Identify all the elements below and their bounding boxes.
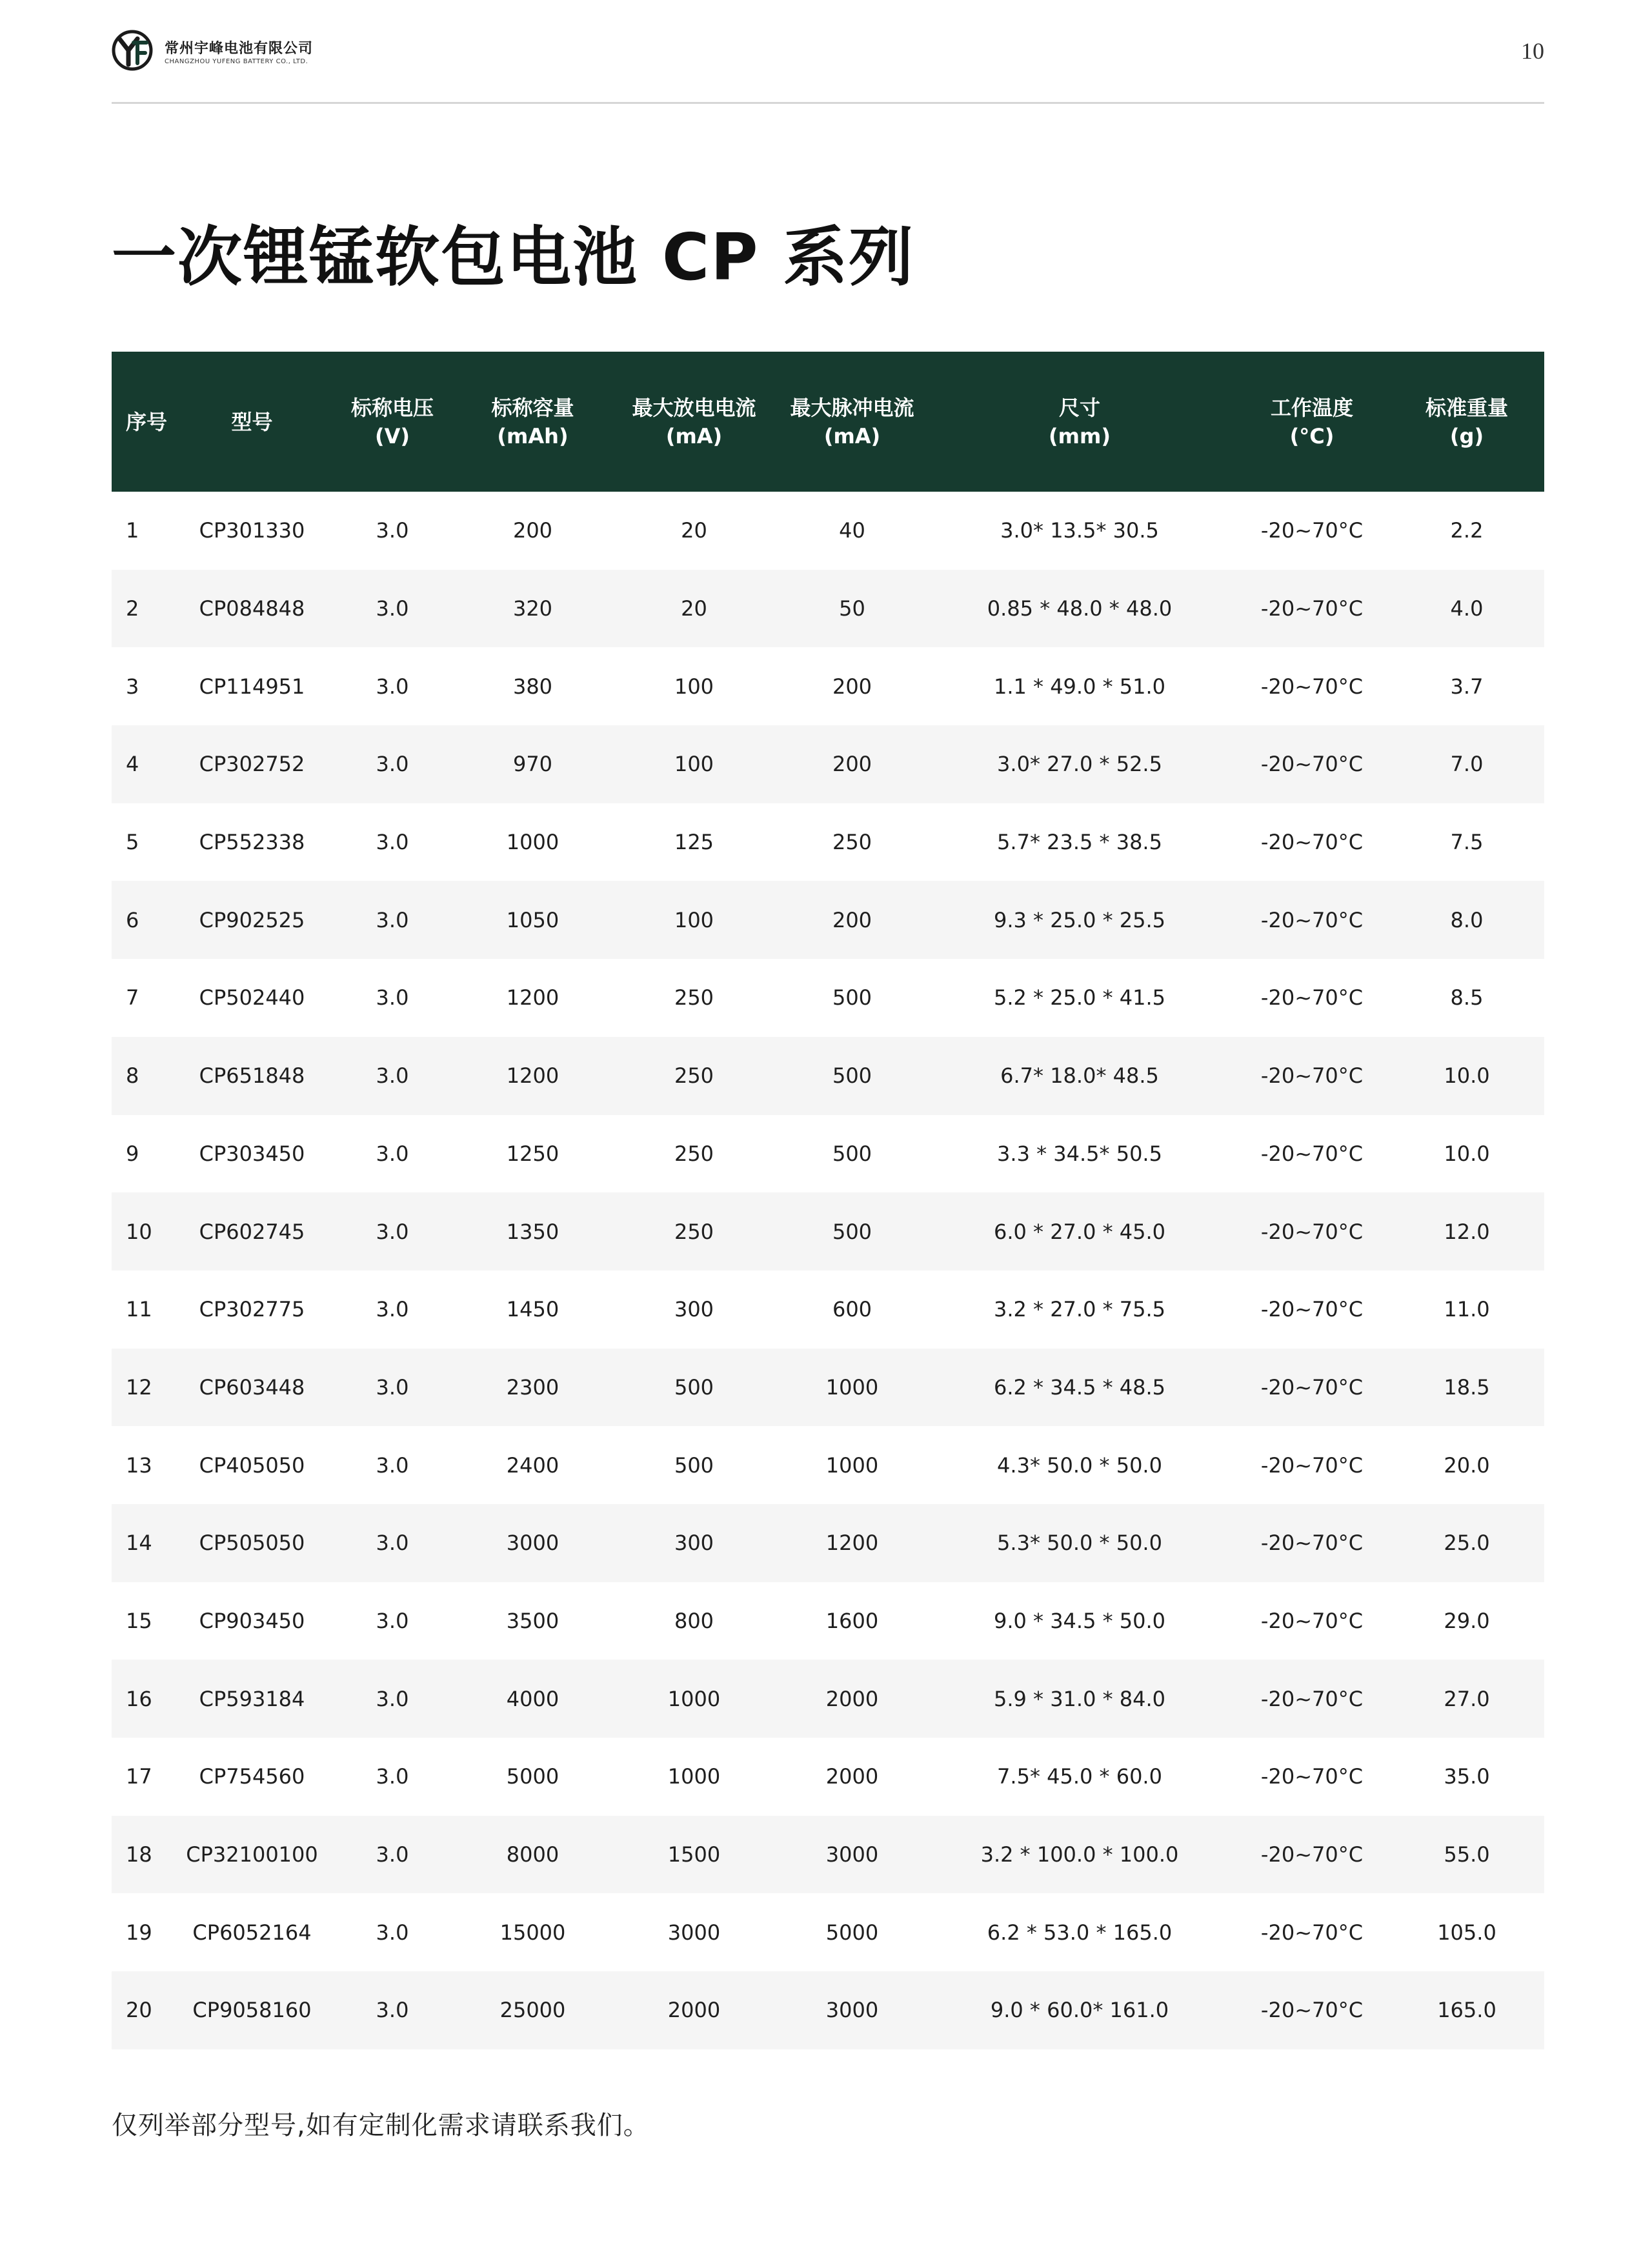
cell-dimensions: 6.0 * 27.0 * 45.0 bbox=[993, 1219, 1166, 1244]
cell-index: 12 bbox=[126, 1374, 152, 1400]
cell-max-discharge: 300 bbox=[674, 1531, 714, 1556]
cell-capacity: 1000 bbox=[506, 830, 559, 855]
column-unit: (°C) bbox=[1289, 423, 1335, 448]
cell-max-pulse: 50 bbox=[839, 596, 865, 621]
cell-max-pulse: 2000 bbox=[825, 1764, 879, 1789]
table-body bbox=[112, 492, 1544, 2049]
cell-max-discharge: 100 bbox=[674, 674, 714, 699]
cell-weight: 12.0 bbox=[1444, 1219, 1490, 1244]
table-row bbox=[112, 881, 1544, 959]
cell-index: 15 bbox=[126, 1608, 152, 1633]
column-header bbox=[176, 352, 328, 492]
cell-max-discharge: 20 bbox=[681, 518, 707, 543]
cell-weight: 10.0 bbox=[1444, 1141, 1490, 1166]
cell-capacity: 4000 bbox=[506, 1686, 559, 1711]
cell-weight: 8.5 bbox=[1450, 985, 1484, 1010]
column-unit: (mm) bbox=[1049, 423, 1111, 448]
cell-voltage: 3.0 bbox=[376, 1764, 409, 1789]
cell-dimensions: 6.2 * 53.0 * 165.0 bbox=[987, 1920, 1173, 1945]
cell-weight: 25.0 bbox=[1444, 1531, 1490, 1556]
cell-voltage: 3.0 bbox=[376, 1063, 409, 1089]
cell-max-discharge: 3000 bbox=[667, 1920, 721, 1945]
cell-dimensions: 1.1 * 49.0 * 51.0 bbox=[993, 674, 1166, 699]
cell-max-pulse: 5000 bbox=[825, 1920, 879, 1945]
cell-max-pulse: 600 bbox=[832, 1297, 872, 1322]
company-logo bbox=[112, 26, 153, 75]
cell-max-discharge: 500 bbox=[674, 1374, 714, 1400]
table-row bbox=[112, 1349, 1544, 1427]
cell-max-pulse: 200 bbox=[832, 674, 872, 699]
cell-dimensions: 3.3 * 34.5* 50.5 bbox=[997, 1141, 1162, 1166]
cell-capacity: 8000 bbox=[506, 1842, 559, 1867]
column-header bbox=[457, 352, 609, 492]
column-header bbox=[1234, 352, 1389, 492]
table-row bbox=[112, 1660, 1544, 1738]
cell-weight: 4.0 bbox=[1450, 596, 1484, 621]
cell-model: CP405050 bbox=[199, 1452, 305, 1478]
cell-voltage: 3.0 bbox=[376, 752, 409, 777]
cell-model: CP303450 bbox=[199, 1141, 305, 1166]
cell-temperature: -20~70°C bbox=[1260, 1998, 1364, 2023]
cell-max-discharge: 250 bbox=[674, 985, 714, 1010]
cell-index: 16 bbox=[126, 1686, 152, 1711]
cell-weight: 8.0 bbox=[1450, 907, 1484, 932]
column-label: 最大脉冲电流 bbox=[790, 395, 914, 420]
cell-max-pulse: 3000 bbox=[825, 1842, 879, 1867]
cell-model: CP114951 bbox=[199, 674, 305, 699]
page-header bbox=[112, 23, 1544, 105]
page-number: 10 bbox=[1521, 38, 1544, 64]
table-row bbox=[112, 725, 1544, 803]
table-row bbox=[112, 1738, 1544, 1816]
cell-dimensions: 6.2 * 34.5 * 48.5 bbox=[993, 1374, 1166, 1400]
cell-dimensions: 3.0* 27.0 * 52.5 bbox=[997, 752, 1162, 777]
cell-index: 17 bbox=[126, 1764, 152, 1789]
cell-temperature: -20~70°C bbox=[1260, 518, 1364, 543]
table-row bbox=[112, 1115, 1544, 1193]
cell-model: CP593184 bbox=[199, 1686, 305, 1711]
cell-temperature: -20~70°C bbox=[1260, 1608, 1364, 1633]
cell-temperature: -20~70°C bbox=[1260, 907, 1364, 932]
cell-model: CP301330 bbox=[199, 518, 305, 543]
cell-dimensions: 5.9 * 31.0 * 84.0 bbox=[993, 1686, 1166, 1711]
cell-voltage: 3.0 bbox=[376, 518, 409, 543]
cell-max-discharge: 2000 bbox=[667, 1998, 721, 2023]
cell-dimensions: 3.2 * 27.0 * 75.5 bbox=[993, 1297, 1166, 1322]
cell-index: 2 bbox=[126, 596, 139, 621]
cell-voltage: 3.0 bbox=[376, 1297, 409, 1322]
cell-index: 14 bbox=[126, 1531, 152, 1556]
cell-capacity: 380 bbox=[512, 674, 553, 699]
cell-max-discharge: 250 bbox=[674, 1141, 714, 1166]
cell-capacity: 1350 bbox=[506, 1219, 559, 1244]
cell-voltage: 3.0 bbox=[376, 1219, 409, 1244]
table-row bbox=[112, 570, 1544, 648]
cell-index: 10 bbox=[126, 1219, 152, 1244]
table-row bbox=[112, 1893, 1544, 1971]
cell-temperature: -20~70°C bbox=[1260, 1219, 1364, 1244]
cell-index: 6 bbox=[126, 907, 139, 932]
table-row bbox=[112, 1582, 1544, 1660]
cell-weight: 165.0 bbox=[1437, 1998, 1496, 2023]
cell-max-pulse: 1000 bbox=[825, 1374, 879, 1400]
company-name-cn: 常州宇峰电池有限公司 bbox=[165, 41, 314, 57]
cell-index: 5 bbox=[126, 830, 139, 855]
cell-max-pulse: 200 bbox=[832, 752, 872, 777]
cell-weight: 18.5 bbox=[1444, 1374, 1490, 1400]
column-label: 尺寸 bbox=[1058, 395, 1100, 420]
cell-max-discharge: 100 bbox=[674, 752, 714, 777]
cell-temperature: -20~70°C bbox=[1260, 752, 1364, 777]
cell-voltage: 3.0 bbox=[376, 985, 409, 1010]
cell-model: CP552338 bbox=[199, 830, 305, 855]
cell-dimensions: 9.3 * 25.0 * 25.5 bbox=[993, 907, 1166, 932]
company-name-en: CHANGZHOU YUFENG BATTERY CO., LTD. bbox=[165, 58, 308, 65]
cell-index: 1 bbox=[126, 518, 139, 543]
cell-model: CP502440 bbox=[199, 985, 305, 1010]
cell-weight: 11.0 bbox=[1444, 1297, 1490, 1322]
cell-capacity: 970 bbox=[512, 752, 553, 777]
column-unit: (mAh) bbox=[497, 423, 569, 448]
cell-model: CP603448 bbox=[199, 1374, 305, 1400]
cell-capacity: 320 bbox=[512, 596, 553, 621]
cell-capacity: 1200 bbox=[506, 1063, 559, 1089]
cell-weight: 55.0 bbox=[1444, 1842, 1490, 1867]
cell-capacity: 3000 bbox=[506, 1531, 559, 1556]
cell-capacity: 1200 bbox=[506, 985, 559, 1010]
battery-spec-table bbox=[112, 352, 1544, 2049]
cell-model: CP754560 bbox=[199, 1764, 305, 1789]
cell-temperature: -20~70°C bbox=[1260, 830, 1364, 855]
cell-temperature: -20~70°C bbox=[1260, 1374, 1364, 1400]
table-row bbox=[112, 647, 1544, 725]
cell-weight: 7.0 bbox=[1450, 752, 1484, 777]
cell-max-pulse: 200 bbox=[832, 907, 872, 932]
cell-weight: 27.0 bbox=[1444, 1686, 1490, 1711]
cell-voltage: 3.0 bbox=[376, 907, 409, 932]
table-row bbox=[112, 1271, 1544, 1349]
cell-model: CP651848 bbox=[199, 1063, 305, 1089]
cell-voltage: 3.0 bbox=[376, 1686, 409, 1711]
cell-voltage: 3.0 bbox=[376, 830, 409, 855]
cell-max-discharge: 300 bbox=[674, 1297, 714, 1322]
cell-model: CP903450 bbox=[199, 1608, 305, 1633]
cell-max-pulse: 3000 bbox=[825, 1998, 879, 2023]
cell-max-discharge: 250 bbox=[674, 1063, 714, 1089]
cell-max-pulse: 1000 bbox=[825, 1452, 879, 1478]
cell-capacity: 2400 bbox=[506, 1452, 559, 1478]
cell-index: 11 bbox=[126, 1297, 152, 1322]
cell-max-pulse: 500 bbox=[832, 1063, 872, 1089]
cell-temperature: -20~70°C bbox=[1260, 985, 1364, 1010]
cell-max-discharge: 1000 bbox=[667, 1686, 721, 1711]
cell-model: CP602745 bbox=[199, 1219, 305, 1244]
cell-capacity: 2300 bbox=[506, 1374, 559, 1400]
table-row bbox=[112, 1971, 1544, 2049]
cell-max-pulse: 500 bbox=[832, 985, 872, 1010]
cell-index: 4 bbox=[126, 752, 139, 777]
cell-weight: 2.2 bbox=[1450, 518, 1484, 543]
cell-max-discharge: 500 bbox=[674, 1452, 714, 1478]
cell-temperature: -20~70°C bbox=[1260, 1686, 1364, 1711]
column-header bbox=[1389, 352, 1544, 492]
cell-dimensions: 3.0* 13.5* 30.5 bbox=[1000, 518, 1159, 543]
cell-voltage: 3.0 bbox=[376, 1531, 409, 1556]
column-unit: (g) bbox=[1449, 423, 1484, 448]
cell-index: 13 bbox=[126, 1452, 152, 1478]
cell-max-discharge: 250 bbox=[674, 1219, 714, 1244]
cell-dimensions: 0.85 * 48.0 * 48.0 bbox=[987, 596, 1173, 621]
table-row bbox=[112, 803, 1544, 881]
cell-voltage: 3.0 bbox=[376, 1920, 409, 1945]
cell-max-pulse: 500 bbox=[832, 1219, 872, 1244]
cell-model: CP9058160 bbox=[192, 1998, 312, 2023]
cell-index: 3 bbox=[126, 674, 139, 699]
cell-capacity: 1050 bbox=[506, 907, 559, 932]
cell-weight: 29.0 bbox=[1444, 1608, 1490, 1633]
column-label: 型号 bbox=[231, 409, 273, 434]
column-header bbox=[112, 352, 176, 492]
cell-capacity: 1450 bbox=[506, 1297, 559, 1322]
cell-index: 19 bbox=[126, 1920, 152, 1945]
cell-capacity: 5000 bbox=[506, 1764, 559, 1789]
cell-max-pulse: 1600 bbox=[825, 1608, 879, 1633]
cell-model: CP302752 bbox=[199, 752, 305, 777]
cell-dimensions: 9.0 * 34.5 * 50.0 bbox=[993, 1608, 1166, 1633]
cell-voltage: 3.0 bbox=[376, 674, 409, 699]
cell-dimensions: 6.7* 18.0* 48.5 bbox=[1000, 1063, 1159, 1089]
column-label: 标准重量 bbox=[1425, 395, 1508, 420]
cell-model: CP32100100 bbox=[186, 1842, 318, 1867]
cell-model: CP505050 bbox=[199, 1531, 305, 1556]
cell-max-discharge: 1000 bbox=[667, 1764, 721, 1789]
cell-max-pulse: 40 bbox=[839, 518, 865, 543]
cell-voltage: 3.0 bbox=[376, 1608, 409, 1633]
cell-weight: 7.5 bbox=[1450, 830, 1484, 855]
cell-max-discharge: 1500 bbox=[667, 1842, 721, 1867]
table-row bbox=[112, 959, 1544, 1037]
cell-index: 20 bbox=[126, 1998, 152, 2023]
cell-temperature: -20~70°C bbox=[1260, 1452, 1364, 1478]
column-unit: (mA) bbox=[665, 423, 723, 448]
cell-index: 9 bbox=[126, 1141, 139, 1166]
table-row bbox=[112, 1504, 1544, 1582]
cell-dimensions: 5.3* 50.0 * 50.0 bbox=[997, 1531, 1162, 1556]
cell-dimensions: 5.2 * 25.0 * 41.5 bbox=[993, 985, 1166, 1010]
cell-temperature: -20~70°C bbox=[1260, 596, 1364, 621]
cell-max-discharge: 800 bbox=[674, 1608, 714, 1633]
cell-max-pulse: 500 bbox=[832, 1141, 872, 1166]
cell-temperature: -20~70°C bbox=[1260, 1531, 1364, 1556]
cell-max-pulse: 2000 bbox=[825, 1686, 879, 1711]
cell-index: 7 bbox=[126, 985, 139, 1010]
cell-temperature: -20~70°C bbox=[1260, 1063, 1364, 1089]
column-label: 序号 bbox=[126, 409, 168, 434]
cell-temperature: -20~70°C bbox=[1260, 1141, 1364, 1166]
table-row bbox=[112, 1192, 1544, 1271]
cell-weight: 10.0 bbox=[1444, 1063, 1490, 1089]
cell-voltage: 3.0 bbox=[376, 1842, 409, 1867]
cell-model: CP302775 bbox=[199, 1297, 305, 1322]
column-label: 标称容量 bbox=[491, 395, 574, 420]
cell-capacity: 3500 bbox=[506, 1608, 559, 1633]
cell-temperature: -20~70°C bbox=[1260, 674, 1364, 699]
cell-temperature: -20~70°C bbox=[1260, 1297, 1364, 1322]
cell-capacity: 1250 bbox=[506, 1141, 559, 1166]
table-row bbox=[112, 492, 1544, 570]
cell-temperature: -20~70°C bbox=[1260, 1842, 1364, 1867]
cell-index: 18 bbox=[126, 1842, 152, 1867]
cell-max-discharge: 20 bbox=[681, 596, 707, 621]
cell-temperature: -20~70°C bbox=[1260, 1764, 1364, 1789]
footnote: 仅列举部分型号,如有定制化需求请联系我们。 bbox=[112, 2111, 650, 2140]
column-label: 标称电压 bbox=[350, 395, 434, 420]
cell-voltage: 3.0 bbox=[376, 1998, 409, 2023]
column-label: 最大放电电流 bbox=[632, 395, 756, 420]
cell-temperature: -20~70°C bbox=[1260, 1920, 1364, 1945]
cell-model: CP084848 bbox=[199, 596, 305, 621]
cell-model: CP902525 bbox=[199, 907, 305, 932]
cell-weight: 105.0 bbox=[1437, 1920, 1496, 1945]
cell-max-pulse: 1200 bbox=[825, 1531, 879, 1556]
cell-voltage: 3.0 bbox=[376, 596, 409, 621]
cell-max-discharge: 125 bbox=[674, 830, 714, 855]
cell-max-discharge: 100 bbox=[674, 907, 714, 932]
page-title: 一次锂锰软包电池 CP 系列 bbox=[112, 219, 915, 295]
column-header bbox=[609, 352, 780, 492]
cell-dimensions: 5.7* 23.5 * 38.5 bbox=[997, 830, 1162, 855]
cell-voltage: 3.0 bbox=[376, 1374, 409, 1400]
cell-dimensions: 3.2 * 100.0 * 100.0 bbox=[980, 1842, 1179, 1867]
cell-voltage: 3.0 bbox=[376, 1141, 409, 1166]
header-divider bbox=[112, 102, 1544, 104]
table-row bbox=[112, 1037, 1544, 1115]
cell-model: CP6052164 bbox=[192, 1920, 312, 1945]
column-unit: (mA) bbox=[823, 423, 881, 448]
table-row bbox=[112, 1426, 1544, 1504]
column-unit: (V) bbox=[374, 423, 410, 448]
cell-max-pulse: 250 bbox=[832, 830, 872, 855]
cell-weight: 35.0 bbox=[1444, 1764, 1490, 1789]
cell-index: 8 bbox=[126, 1063, 139, 1089]
cell-dimensions: 7.5* 45.0 * 60.0 bbox=[997, 1764, 1162, 1789]
column-header bbox=[925, 352, 1234, 492]
cell-weight: 20.0 bbox=[1444, 1452, 1490, 1478]
column-header bbox=[780, 352, 925, 492]
cell-capacity: 15000 bbox=[499, 1920, 566, 1945]
cell-weight: 3.7 bbox=[1450, 674, 1484, 699]
cell-capacity: 25000 bbox=[499, 1998, 566, 2023]
cell-dimensions: 4.3* 50.0 * 50.0 bbox=[997, 1452, 1162, 1478]
cell-capacity: 200 bbox=[512, 518, 553, 543]
cell-voltage: 3.0 bbox=[376, 1452, 409, 1478]
cell-dimensions: 9.0 * 60.0* 161.0 bbox=[990, 1998, 1169, 2023]
table-row bbox=[112, 1816, 1544, 1894]
column-header bbox=[328, 352, 457, 492]
column-label: 工作温度 bbox=[1270, 395, 1353, 420]
table-header-row bbox=[112, 352, 1544, 492]
